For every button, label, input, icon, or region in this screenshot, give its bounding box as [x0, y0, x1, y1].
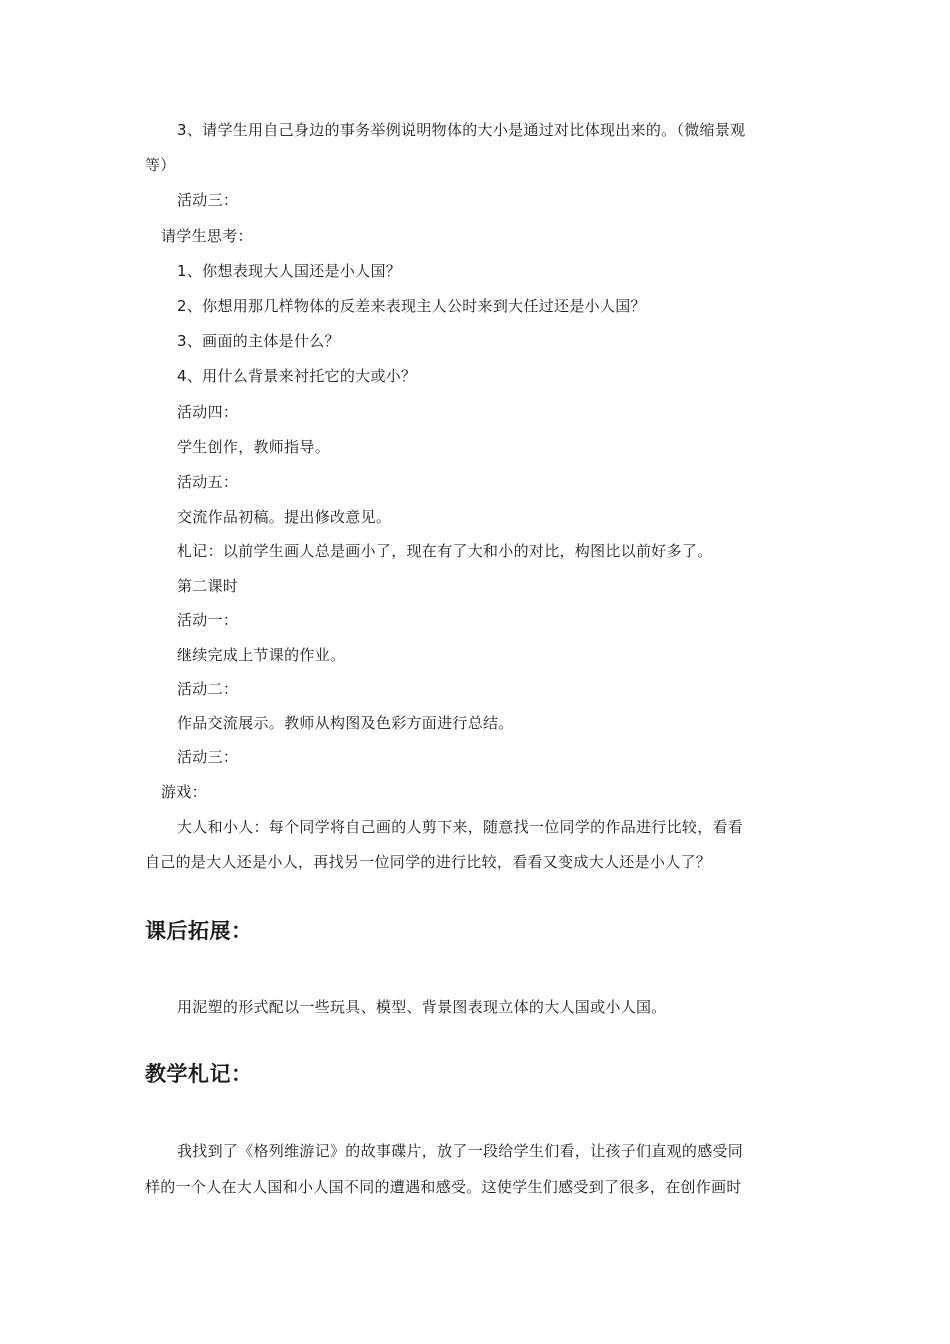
paragraph-line: 用泥塑的形式配以一些玩具、模型、背景图表现立体的大人国或小人国。	[177, 998, 667, 1016]
activity-label: 活动三：	[177, 748, 239, 766]
paragraph-line: 我找到了《格列维游记》的故事碟片，放了一段给学生们看，让孩子们直观的感受同	[177, 1142, 744, 1160]
lesson-label: 第二课时	[177, 577, 239, 595]
activity-label: 活动一：	[177, 611, 239, 629]
paragraph-line: 学生创作，教师指导。	[177, 438, 331, 456]
section-heading: 课后拓展：	[145, 919, 253, 943]
activity-label: 活动四：	[177, 403, 239, 421]
paragraph-line: 请学生思考：	[161, 227, 253, 245]
question-item: 2、你想用那几样物体的反差来表现主人公时来到大任过还是小人国？	[177, 297, 646, 315]
paragraph-line: 札记：以前学生画人总是画小了，现在有了大和小的对比，构图比以前好多了。	[177, 542, 713, 560]
paragraph-line: 游戏：	[161, 783, 207, 801]
paragraph-line: 样的一个人在大人国和小人国不同的遭遇和感受。这使学生们感受到了很多，在创作画时	[145, 1178, 742, 1196]
activity-label: 活动三：	[177, 191, 239, 209]
activity-label: 活动二：	[177, 680, 239, 698]
question-item: 1、你想表现大人国还是小人国？	[177, 262, 402, 280]
paragraph-line: 继续完成上节课的作业。	[177, 646, 346, 664]
activity-label: 活动五：	[177, 473, 239, 491]
paragraph-line: 等）	[145, 156, 176, 174]
paragraph-line: 3、请学生用自己身边的事务举例说明物体的大小是通过对比体现出来的。（微缩景观	[177, 121, 746, 139]
section-heading: 教学札记：	[145, 1062, 253, 1086]
paragraph-line: 作品交流展示。教师从构图及色彩方面进行总结。	[177, 714, 514, 732]
question-item: 3、画面的主体是什么？	[177, 332, 340, 350]
paragraph-line: 自己的是大人还是小人，再找另一位同学的进行比较，看看又变成大人还是小人了？	[145, 853, 712, 871]
question-item: 4、用什么背景来衬托它的大或小？	[177, 367, 417, 385]
paragraph-line: 交流作品初稿。提出修改意见。	[177, 508, 392, 526]
paragraph-line: 大人和小人：每个同学将自己画的人剪下来，随意找一位同学的作品进行比较，看看	[177, 818, 744, 836]
